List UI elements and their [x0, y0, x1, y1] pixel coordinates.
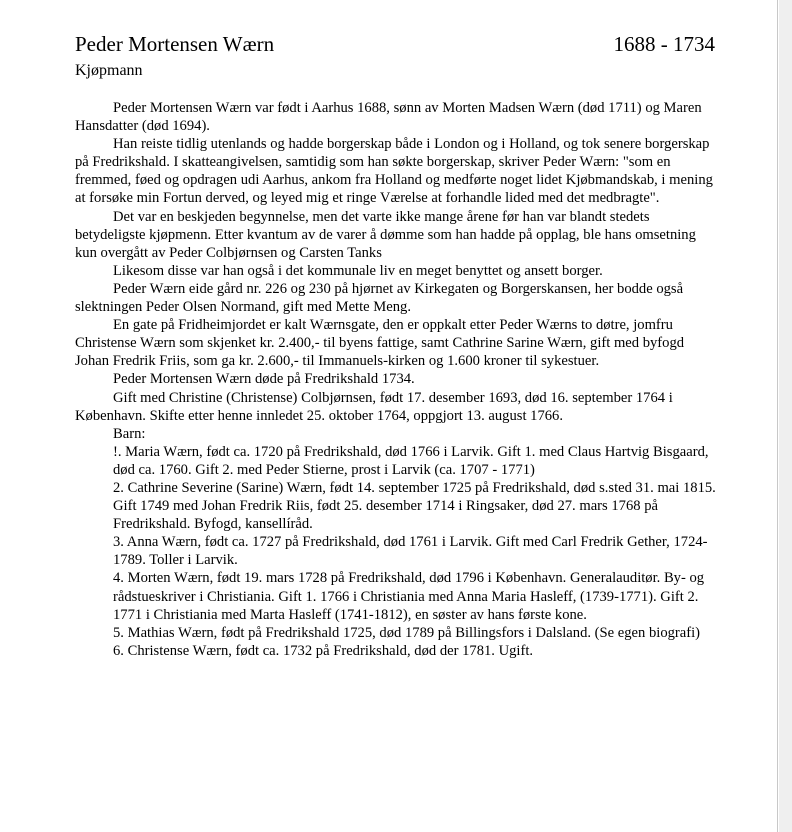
person-name: Peder Mortensen Wærn — [75, 32, 275, 56]
child-entry: 6. Christense Wærn, født ca. 1732 på Fredrikshald, død der 1781. Ugift. — [113, 642, 534, 659]
paragraph: Han reiste tidlig utenlands og hadde borgerskap både i London og i Holland, og tok senere borgerskap på Fredrikshald. I skatteangivelsen, samtidig som han søkte borgerskap, skriver Peder Wærn: "som en fremmed, føed og opdragen udi Aarhus, ankom fra Holland og medførte noget lidet Kjøbmandskab, i mening at forsøke min Fortun derved, og leyed mig et ringe Værelse at forhandle lided med det medbragte". — [75, 136, 713, 207]
life-years: 1688 - 1734 — [613, 32, 715, 56]
child-entry: 3. Anna Wærn, født ca. 1727 på Fredrikshald, død 1761 i Larvik. Gift med Carl Fredrik Gether, 1724-1789. Toller i Larvik. — [113, 534, 708, 569]
page-shadow — [779, 0, 792, 832]
occupation: Kjøpmann — [75, 62, 143, 79]
child-entry: 4. Morten Wærn, født 19. mars 1728 på Fredrikshald, død 1796 i København. Generalauditør. By- og rådstueskriver i Christiania. Gift 1. 1766 i Christiania med Anna Maria Hasleff, (1739-1771). Gift 2. 1771 i Christiania med Marta Hasleff (1741-1812), en søster av hans første kone. — [113, 570, 705, 623]
children-heading: Barn: — [113, 425, 146, 442]
paragraph: Peder Mortensen Wærn døde på Fredrikshald 1734. — [113, 371, 415, 388]
paragraph: Det var en beskjeden begynnelse, men det varte ikke mange årene før han var blandt stedets betydeligste kjøpmenn. Etter kvantum av de varer å dømme som han hadde på opplag, ble hans omsetning kun overgått av Peder Colbjørnsen og Carsten Tanks — [75, 208, 696, 261]
paragraph: Peder Wærn eide gård nr. 226 og 230 på hjørnet av Kirkegaten og Borgerskansen, her bodde også slektningen Peder Olsen Normand, gift med Mette Meng. — [75, 280, 684, 316]
paragraph: Peder Mortensen Wærn var født i Aarhus 1688, sønn av Morten Madsen Wærn (død 1711) og Maren Hansdatter (død 1694). — [75, 100, 702, 135]
children-list — [75, 443, 720, 660]
child-entry: 2. Cathrine Severine (Sarine) Wærn, født 14. september 1725 på Fredrikshald, død s.sted 31. mai 1815. Gift 1749 med Johan Fredrik Riis, født 25. desember 1714 i Ringsaker, død 27. mars 1768 på Fredrikshald. Byfogd, kansellíråd. — [113, 479, 716, 533]
paragraph: Likesom disse var han også i det kommunale liv en meget benyttet og ansett borger. — [113, 262, 603, 279]
child-entry: !. Maria Wærn, født ca. 1720 på Fredrikshald, død 1766 i Larvik. Gift 1. med Claus Hartvig Bisgaard, død ca. 1760. Gift 2. med Peder Stierne, prost i Larvik (ca. 1707 - 1771) — [113, 443, 709, 478]
paragraph: En gate på Fridheimjordet er kalt Wærnsgate, den er oppkalt etter Peder Wærns to døtre, jomfru Christense Wærn som skjenket kr. 2.400,- til byens fattige, samt Cathrine Sarine Wærn, gift med byfogd Johan Fredrik Friis, som ga kr. 2.600,- til Immanuels-kirken og 1.600 kroner til sykestuer. — [75, 317, 685, 370]
biography-text — [75, 99, 720, 660]
paragraph: Gift med Christine (Christense) Colbjørnsen, født 17. desember 1693, død 16. september 1764 i København. Skifte etter henne innledet 25. oktober 1764, oppgjort 13. august 1766. — [75, 389, 673, 424]
child-entry: 5. Mathias Wærn, født på Fredrikshald 1725, død 1789 på Billingsfors i Dalsland. (Se egen biografi) — [113, 624, 701, 641]
